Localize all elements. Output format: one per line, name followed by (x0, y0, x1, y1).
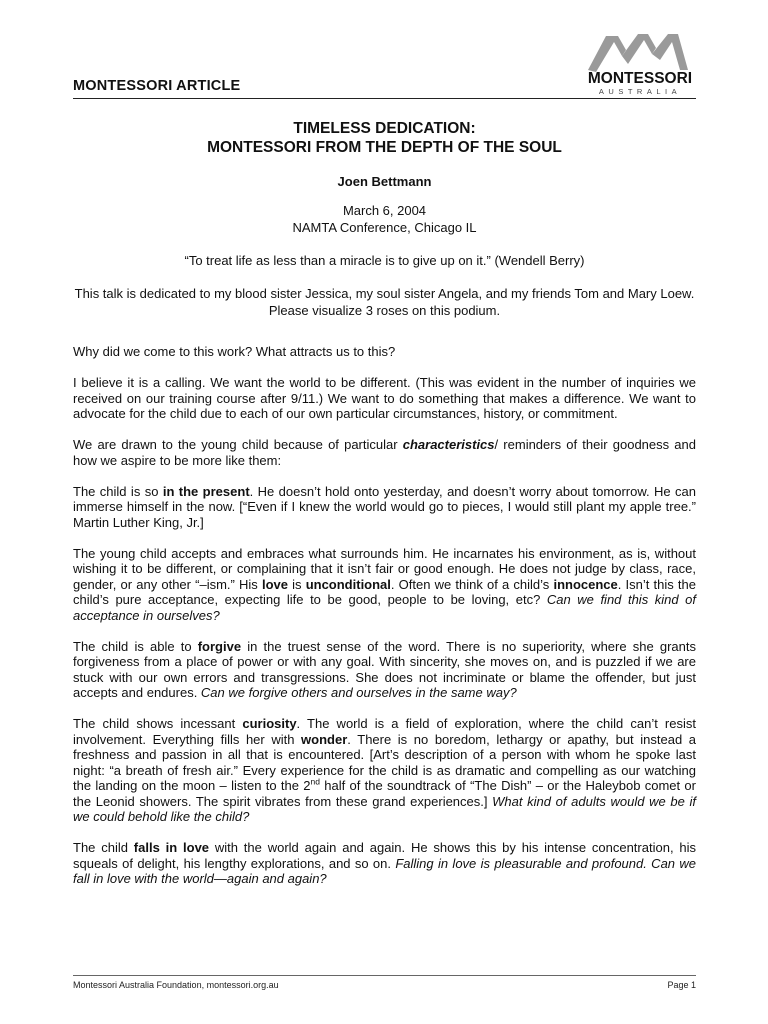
text-run: with the world again and again. He shows this by his intense concentration, his squeals of delight, his lengthy explorations, and so on. (73, 840, 696, 871)
article-category-label: MONTESSORI ARTICLE (73, 78, 241, 94)
talk-venue: NAMTA Conference, Chicago IL (292, 220, 477, 235)
body-paragraph (73, 484, 696, 531)
text-run: . There is no boredom, lethargy or apathy, but instead a freshness and passion in all that is encountered. [Art’s description of a person with whom he spoke last night: “a breath of fresh air.” Every experience for the child is as dramatic and compelling as our watching the landing on the moon – listen to the 2 (73, 731, 696, 793)
text-run: Why did we come to this work? What attracts us to this? (73, 344, 396, 359)
header-divider (73, 98, 696, 99)
emphasis-run: nd (310, 776, 320, 787)
text-run: / reminders of their goodness and how we aspire to be more like them: (73, 437, 696, 468)
emphasis-run: Falling in love is pleasurable and profound. Can we fall in love with the world—again and again? (73, 855, 696, 886)
body-paragraph (73, 344, 696, 360)
emphasis-run: unconditional (305, 576, 391, 592)
emphasis-run: in the present (162, 483, 250, 499)
text-run: We are drawn to the young child because of particular (73, 437, 403, 452)
emphasis-run: curiosity (242, 716, 297, 731)
text-run: . Often we think of a child’s (390, 576, 554, 592)
text-run: I believe it is a calling. We want the world to be different. (This was evident in the number of inquiries we received on our training course after 9/11.) We want to do something that makes a difference. We want to advocate for the child due to each of our own particular circumstances, history, or commitment. (73, 375, 696, 421)
text-run: . The world is a field of exploration, where the child can’t resist involvement. Everything fills her with (73, 716, 696, 747)
body-paragraph (73, 716, 696, 825)
logo-primary-text: MONTESSORI (587, 70, 693, 87)
title-block (73, 119, 696, 319)
text-run: . He doesn’t hold onto yesterday, and doesn’t worry about tomorrow. He can immerse himself in the now. [“Even if I knew the world would go to pieces, I would still plant my apple tree.” Martin Luther King, Jr.] (73, 483, 696, 530)
body-paragraph (73, 546, 696, 624)
text-run: The child is so (73, 483, 163, 499)
article-body (73, 344, 696, 902)
author-name: Joen Bettmann (337, 174, 432, 189)
body-paragraph (73, 437, 696, 468)
talk-date: March 6, 2004 (342, 203, 427, 218)
text-run: half of the soundtrack of “The Dish” – or the Haleybob comet or the Leonid showers. The spirit vibrates from these grand experiences.] (73, 778, 696, 809)
emphasis-run: love (261, 576, 288, 592)
emphasis-run: characteristics (402, 437, 495, 452)
emphasis-run: Can we find this kind of acceptance in ourselves? (73, 592, 696, 623)
dedication-text: This talk is dedicated to my blood sister Jessica, my soul sister Angela, and my friends Tom and Mary Loew. Please visualize 3 roses on this podium. (74, 286, 695, 318)
emphasis-run: innocence (553, 576, 618, 592)
montessori-australia-logo (582, 30, 698, 98)
text-run: . Isn’t this the child’s pure acceptance, expecting life to be good, people to be loving, etc? (73, 576, 696, 607)
text-run: The young child accepts and embraces what surrounds him. He incarnates his environment, as is, without wishing it to be different, or complaining that it isn’t fair or good enough. He does not judge by class, race, gender, or any other “–ism.” His (73, 545, 696, 592)
body-paragraph (73, 639, 696, 701)
footer-source: Montessori Australia Foundation, montessori.org.au (73, 980, 279, 990)
mountain-mark-icon (588, 34, 688, 72)
title-line-1: TIMELESS DEDICATION: (293, 120, 476, 137)
title-line-2: MONTESSORI FROM THE DEPTH OF THE SOUL (207, 139, 562, 156)
text-run: The child is able to (73, 638, 198, 654)
text-run: is (287, 576, 306, 592)
date-venue (73, 202, 696, 236)
body-paragraph (73, 840, 696, 887)
text-run: in the truest sense of the word. There is no superiority, where she grants forgiveness from a place of power or with any goal. With sincerity, she moves on, and is puzzled if we are stuck with our own errors and transgressions. She does not incriminate or blame the offender, but just accepts and endures. (73, 638, 696, 700)
logo-secondary-text: AUSTRALIA (598, 87, 682, 96)
emphasis-run: What kind of adults would we be if we could behold like the child? (73, 793, 696, 824)
text-run: The child (73, 840, 134, 855)
page-number: Page 1 (667, 980, 696, 990)
emphasis-run: Can we forgive others and ourselves in the same way? (200, 685, 517, 700)
emphasis-run: wonder (301, 731, 348, 747)
footer-divider (73, 975, 696, 976)
body-paragraph (73, 375, 696, 422)
epigraph-quote: “To treat life as less than a miracle is to give up on it.” (Wendell Berry) (184, 253, 585, 268)
text-run: The child shows incessant (73, 716, 243, 731)
emphasis-run: forgive (197, 638, 242, 654)
emphasis-run: falls in love (133, 840, 210, 855)
